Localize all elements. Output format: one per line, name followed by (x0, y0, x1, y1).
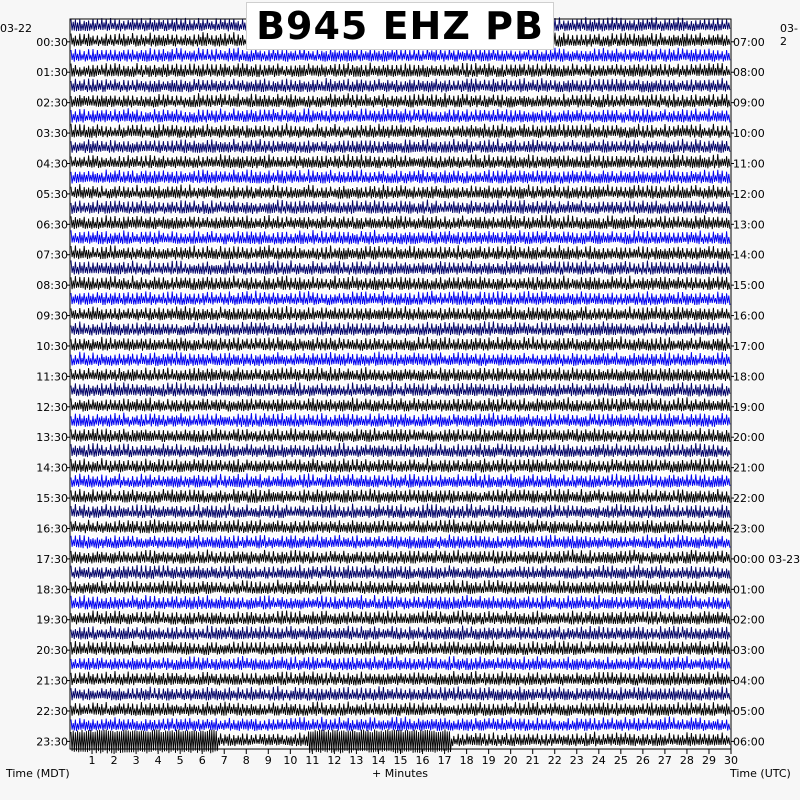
right-time-label-13: 20:00 (733, 431, 765, 445)
left-time-label-18: 18:30 (36, 583, 68, 597)
right-time-label-19: 02:00 (733, 613, 765, 627)
left-time-label-15: 15:30 (36, 492, 68, 506)
x-tick-label-26: 26 (635, 754, 650, 767)
x-tick-label-27: 27 (657, 754, 672, 767)
left-time-label-4: 04:30 (36, 157, 68, 171)
x-tick-label-17: 17 (437, 754, 452, 767)
x-tick-label-25: 25 (613, 754, 628, 767)
x-tick-label-4: 4 (154, 754, 162, 767)
left-time-label-7: 07:30 (36, 248, 68, 262)
x-tick-label-12: 12 (327, 754, 342, 767)
x-tick-label-22: 22 (547, 754, 562, 767)
x-tick-label-15: 15 (393, 754, 408, 767)
left-time-label-3: 03:30 (36, 127, 68, 141)
right-time-label-22: 05:00 (733, 704, 765, 718)
x-tick-label-16: 16 (415, 754, 430, 767)
right-time-label-17: 00:00 03-23 (733, 552, 800, 566)
right-time-label-7: 14:00 (733, 248, 765, 262)
x-tick-label-30: 30 (724, 754, 738, 767)
left-time-label-5: 05:30 (36, 187, 68, 201)
x-tick-label-9: 9 (264, 754, 272, 767)
x-tick-label-6: 6 (198, 754, 206, 767)
start-date-label: 03-22 (0, 22, 32, 35)
left-time-label-9: 09:30 (36, 309, 68, 323)
right-time-label-14: 21:00 (733, 461, 765, 475)
right-time-label-3: 10:00 (733, 127, 765, 141)
right-time-label-23: 06:00 (733, 735, 765, 749)
left-time-label-14: 14:30 (36, 461, 68, 475)
x-tick-label-19: 19 (481, 754, 496, 767)
x-tick-label-14: 14 (371, 754, 386, 767)
x-tick-label-2: 2 (110, 754, 118, 767)
right-time-label-16: 23:00 (733, 522, 765, 536)
left-time-label-22: 22:30 (36, 704, 68, 718)
right-time-label-20: 03:00 (733, 644, 765, 658)
right-time-label-0: 07:00 (733, 35, 765, 49)
x-tick-label-28: 28 (679, 754, 694, 767)
x-tick-label-1: 1 (88, 754, 96, 767)
x-tick-label-13: 13 (349, 754, 364, 767)
left-time-label-10: 10:30 (36, 339, 68, 353)
left-time-label-21: 21:30 (36, 674, 68, 688)
station-title-box (246, 2, 554, 50)
x-tick-label-29: 29 (701, 754, 716, 767)
x-tick-label-18: 18 (459, 754, 474, 767)
left-time-label-20: 20:30 (36, 644, 68, 658)
left-axis-label: Time (MDT) (6, 767, 70, 780)
right-time-label-8: 15:00 (733, 279, 765, 293)
left-time-label-11: 11:30 (36, 370, 68, 384)
left-time-label-2: 02:30 (36, 96, 68, 110)
right-time-label-12: 19:00 (733, 400, 765, 414)
x-tick-label-20: 20 (503, 754, 518, 767)
right-axis-label: Time (UTC) (730, 767, 791, 780)
left-time-label-16: 16:30 (36, 522, 68, 536)
left-time-label-1: 01:30 (36, 66, 68, 80)
x-tick-label-8: 8 (242, 754, 250, 767)
x-tick-label-5: 5 (176, 754, 184, 767)
x-tick-label-10: 10 (283, 754, 298, 767)
right-time-label-15: 22:00 (733, 492, 765, 506)
left-time-label-17: 17:30 (36, 552, 68, 566)
right-time-label-1: 08:00 (733, 66, 765, 80)
station-title: B945 EHZ PB (256, 4, 544, 48)
x-tick-label-11: 11 (305, 754, 320, 767)
left-time-label-8: 08:30 (36, 279, 68, 293)
x-axis-label: + Minutes (372, 767, 429, 780)
x-tick-label-21: 21 (525, 754, 540, 767)
left-time-label-13: 13:30 (36, 431, 68, 445)
x-tick-label-3: 3 (132, 754, 140, 767)
left-time-label-12: 12:30 (36, 400, 68, 414)
right-time-label-21: 04:00 (733, 674, 765, 688)
right-time-label-5: 12:00 (733, 187, 765, 201)
right-time-label-10: 17:00 (733, 339, 765, 353)
right-time-label-18: 01:00 (733, 583, 765, 597)
right-time-label-2: 09:00 (733, 96, 765, 110)
left-time-label-19: 19:30 (36, 613, 68, 627)
utc-date-label: 03-2 (780, 22, 798, 48)
right-time-label-11: 18:00 (733, 370, 765, 384)
x-tick-label-7: 7 (220, 754, 228, 767)
x-tick-label-24: 24 (591, 754, 606, 767)
right-time-label-6: 13:00 (733, 218, 765, 232)
x-tick-label-23: 23 (569, 754, 584, 767)
right-time-label-4: 11:00 (733, 157, 765, 171)
left-time-label-23: 23:30 (36, 735, 68, 749)
right-time-label-9: 16:00 (733, 309, 765, 323)
left-time-label-6: 06:30 (36, 218, 68, 232)
left-time-label-0: 00:30 (36, 35, 68, 49)
